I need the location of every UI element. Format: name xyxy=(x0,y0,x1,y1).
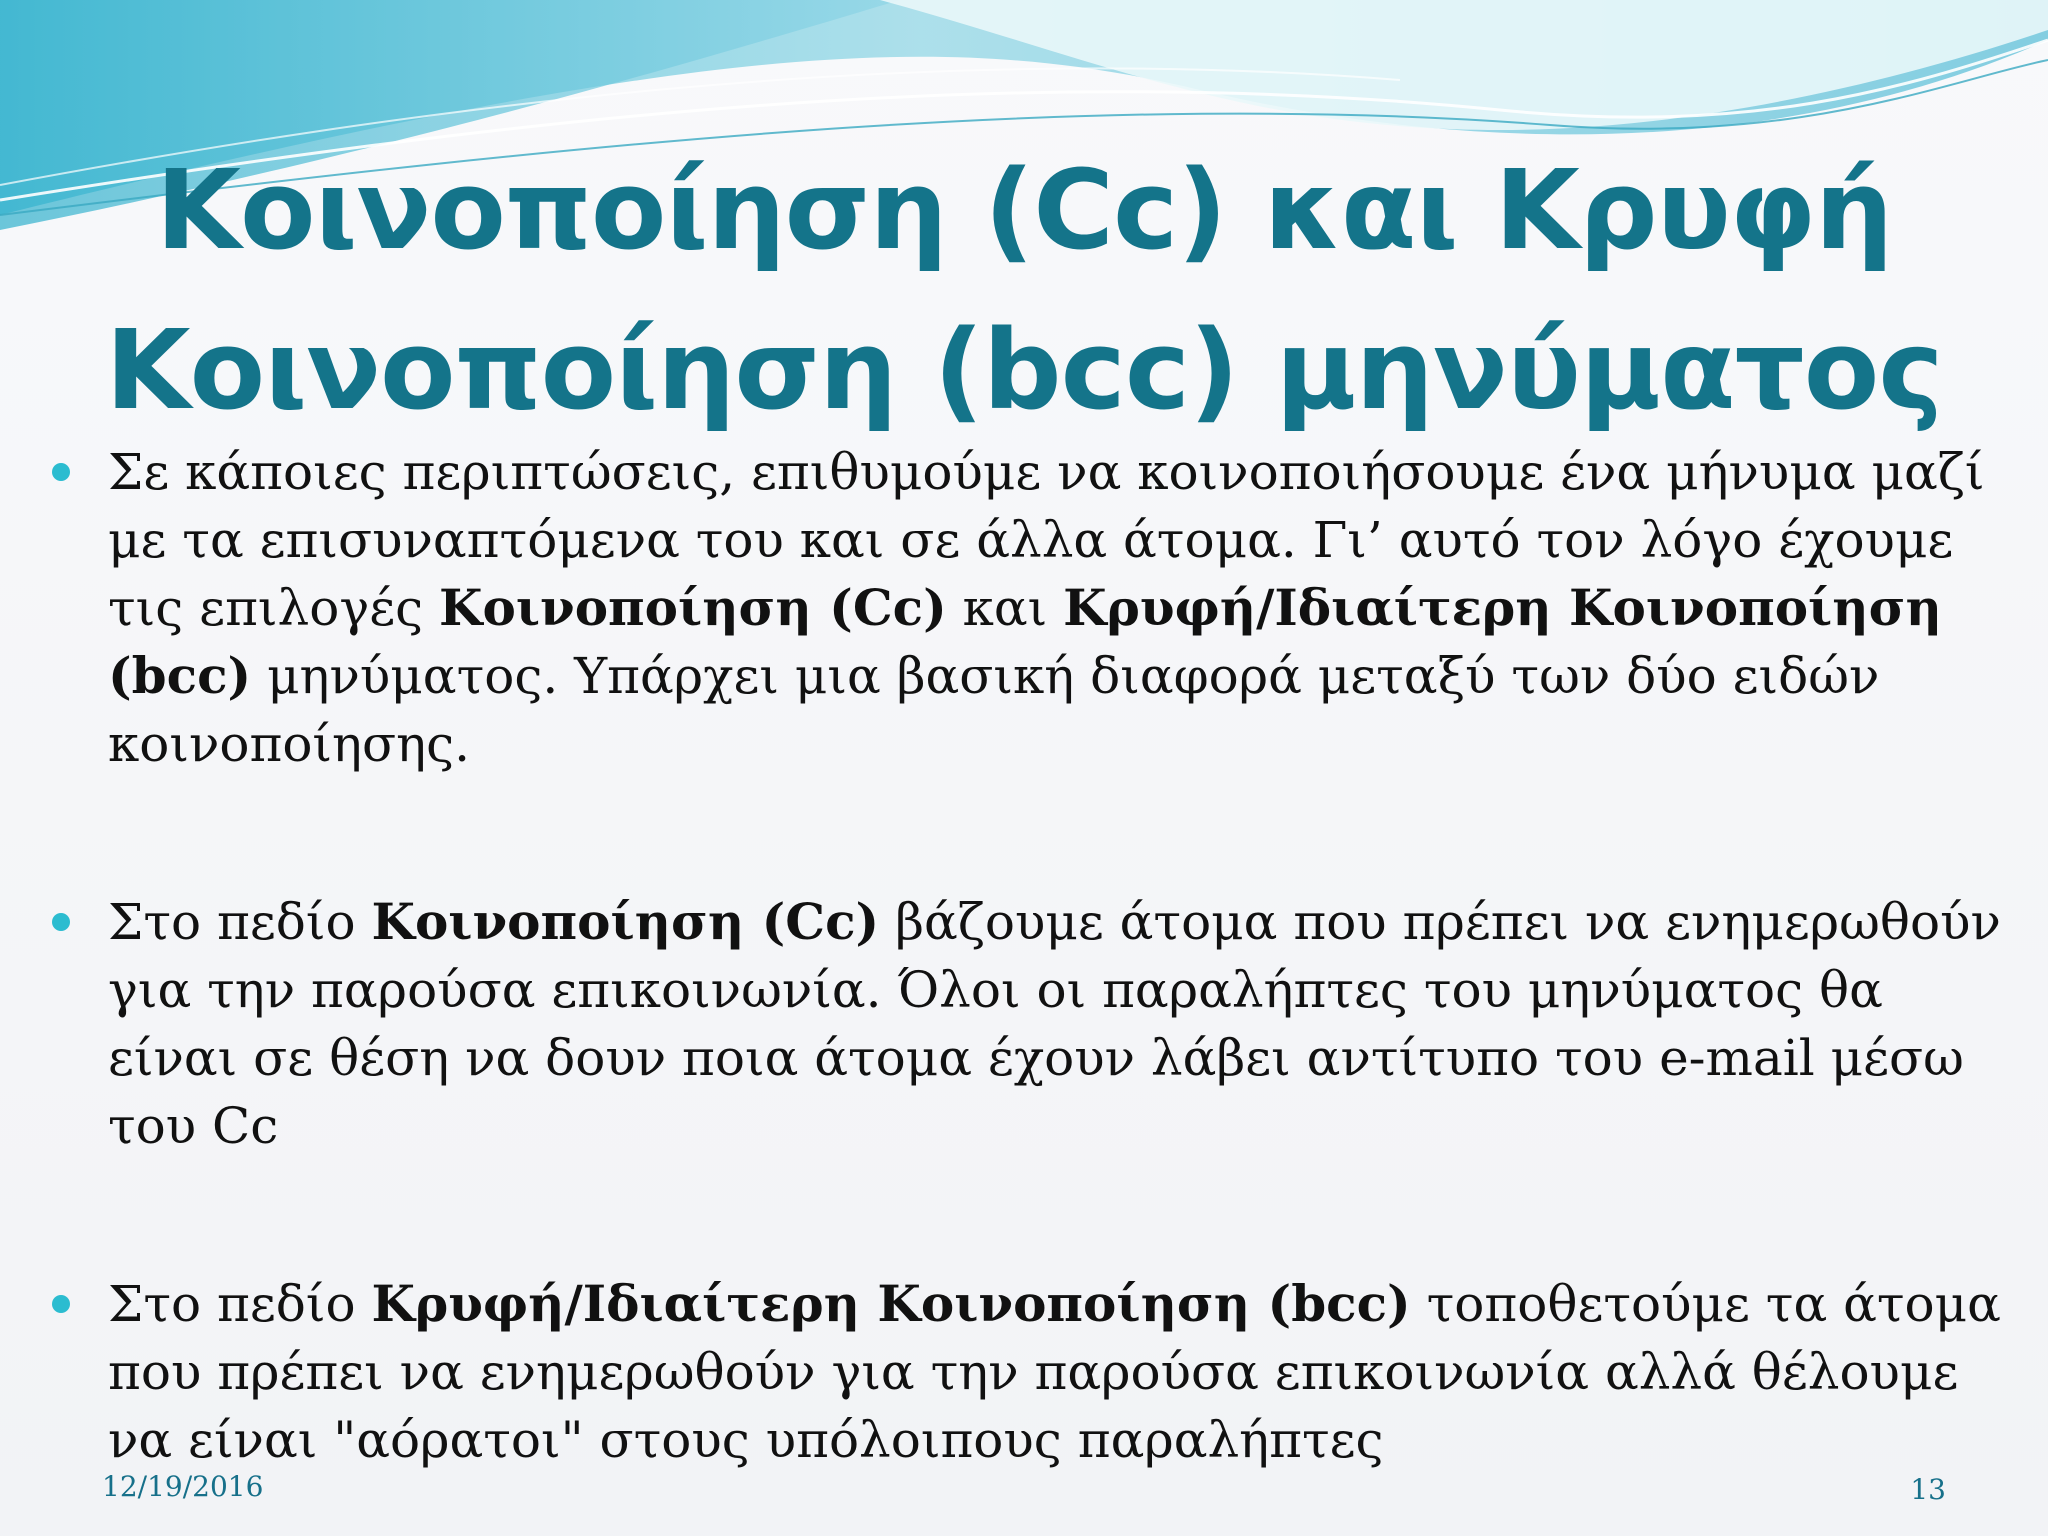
bullet-item-1 xyxy=(46,438,2006,778)
bullet-3-bold-bcc: Κρυφή/Ιδιαίτερη Κοινοποίηση (bcc) xyxy=(371,1274,1411,1333)
bullet-1-text-b: και xyxy=(946,579,1064,637)
bullet-dot-icon xyxy=(52,1295,70,1313)
bullet-2-text-b: βάζουμε άτομα που πρέπει να ενημερωθούν για την παρούσα επικοινωνία. Όλοι οι παραλήπτες του μηνύματος θα είναι σε θέση να δουν ποια άτομα έχουν λάβει αντίτυπο του e-mail μέσω του Cc xyxy=(108,893,2001,1155)
slide-title xyxy=(0,130,2048,450)
title-line-1: Κοινοποίηση (Cc) και Κρυφή xyxy=(155,146,1893,274)
bullet-1-text-a: Σε κάποιες περιπτώσεις, επιθυμούμε να κοινοποιήσουμε ένα μήνυμα μαζί με τα επισυναπτόμενα του και σε άλλα άτομα. Γι’ αυτό τον λόγο έχουμε τις επιλογές xyxy=(108,443,1985,637)
bullet-2-bold-cc: Κοινοποίηση (Cc) xyxy=(371,892,880,951)
bullet-dot-icon xyxy=(52,463,70,481)
bullet-1-text-c: μηνύματος. Υπάρχει μια βασική διαφορά μεταξύ των δύο ειδών κοινοποίησης. xyxy=(108,647,1880,773)
bullet-item-3 xyxy=(46,1270,2006,1474)
title-line-2: Κοινοποίηση (bcc) μηνύματος xyxy=(105,306,1943,434)
footer-date: 12/19/2016 xyxy=(102,1470,264,1503)
bullet-dot-icon xyxy=(52,913,70,931)
bullet-3-text-b: τοποθετούμε τα άτομα που πρέπει να ενημερωθούν για την παρούσα επικοινωνία αλλά θέλουμε να είναι "αόρατοι" στους υπόλοιπους παραλήπτες xyxy=(108,1275,2001,1469)
bullet-3-text-a: Στο πεδίο xyxy=(108,1275,372,1333)
slide-number: 13 xyxy=(1910,1473,1946,1506)
bullet-1-bold-cc: Κοινοποίηση (Cc) xyxy=(439,578,947,637)
bullet-item-2 xyxy=(46,888,2006,1160)
bullet-2-text-a: Στο πεδίο xyxy=(108,893,372,951)
bullet-list xyxy=(46,438,2006,1474)
bullet-1-bold-bcc: Κρυφή/Ιδιαίτερη Κοινοποίηση (bcc) xyxy=(108,578,1942,705)
